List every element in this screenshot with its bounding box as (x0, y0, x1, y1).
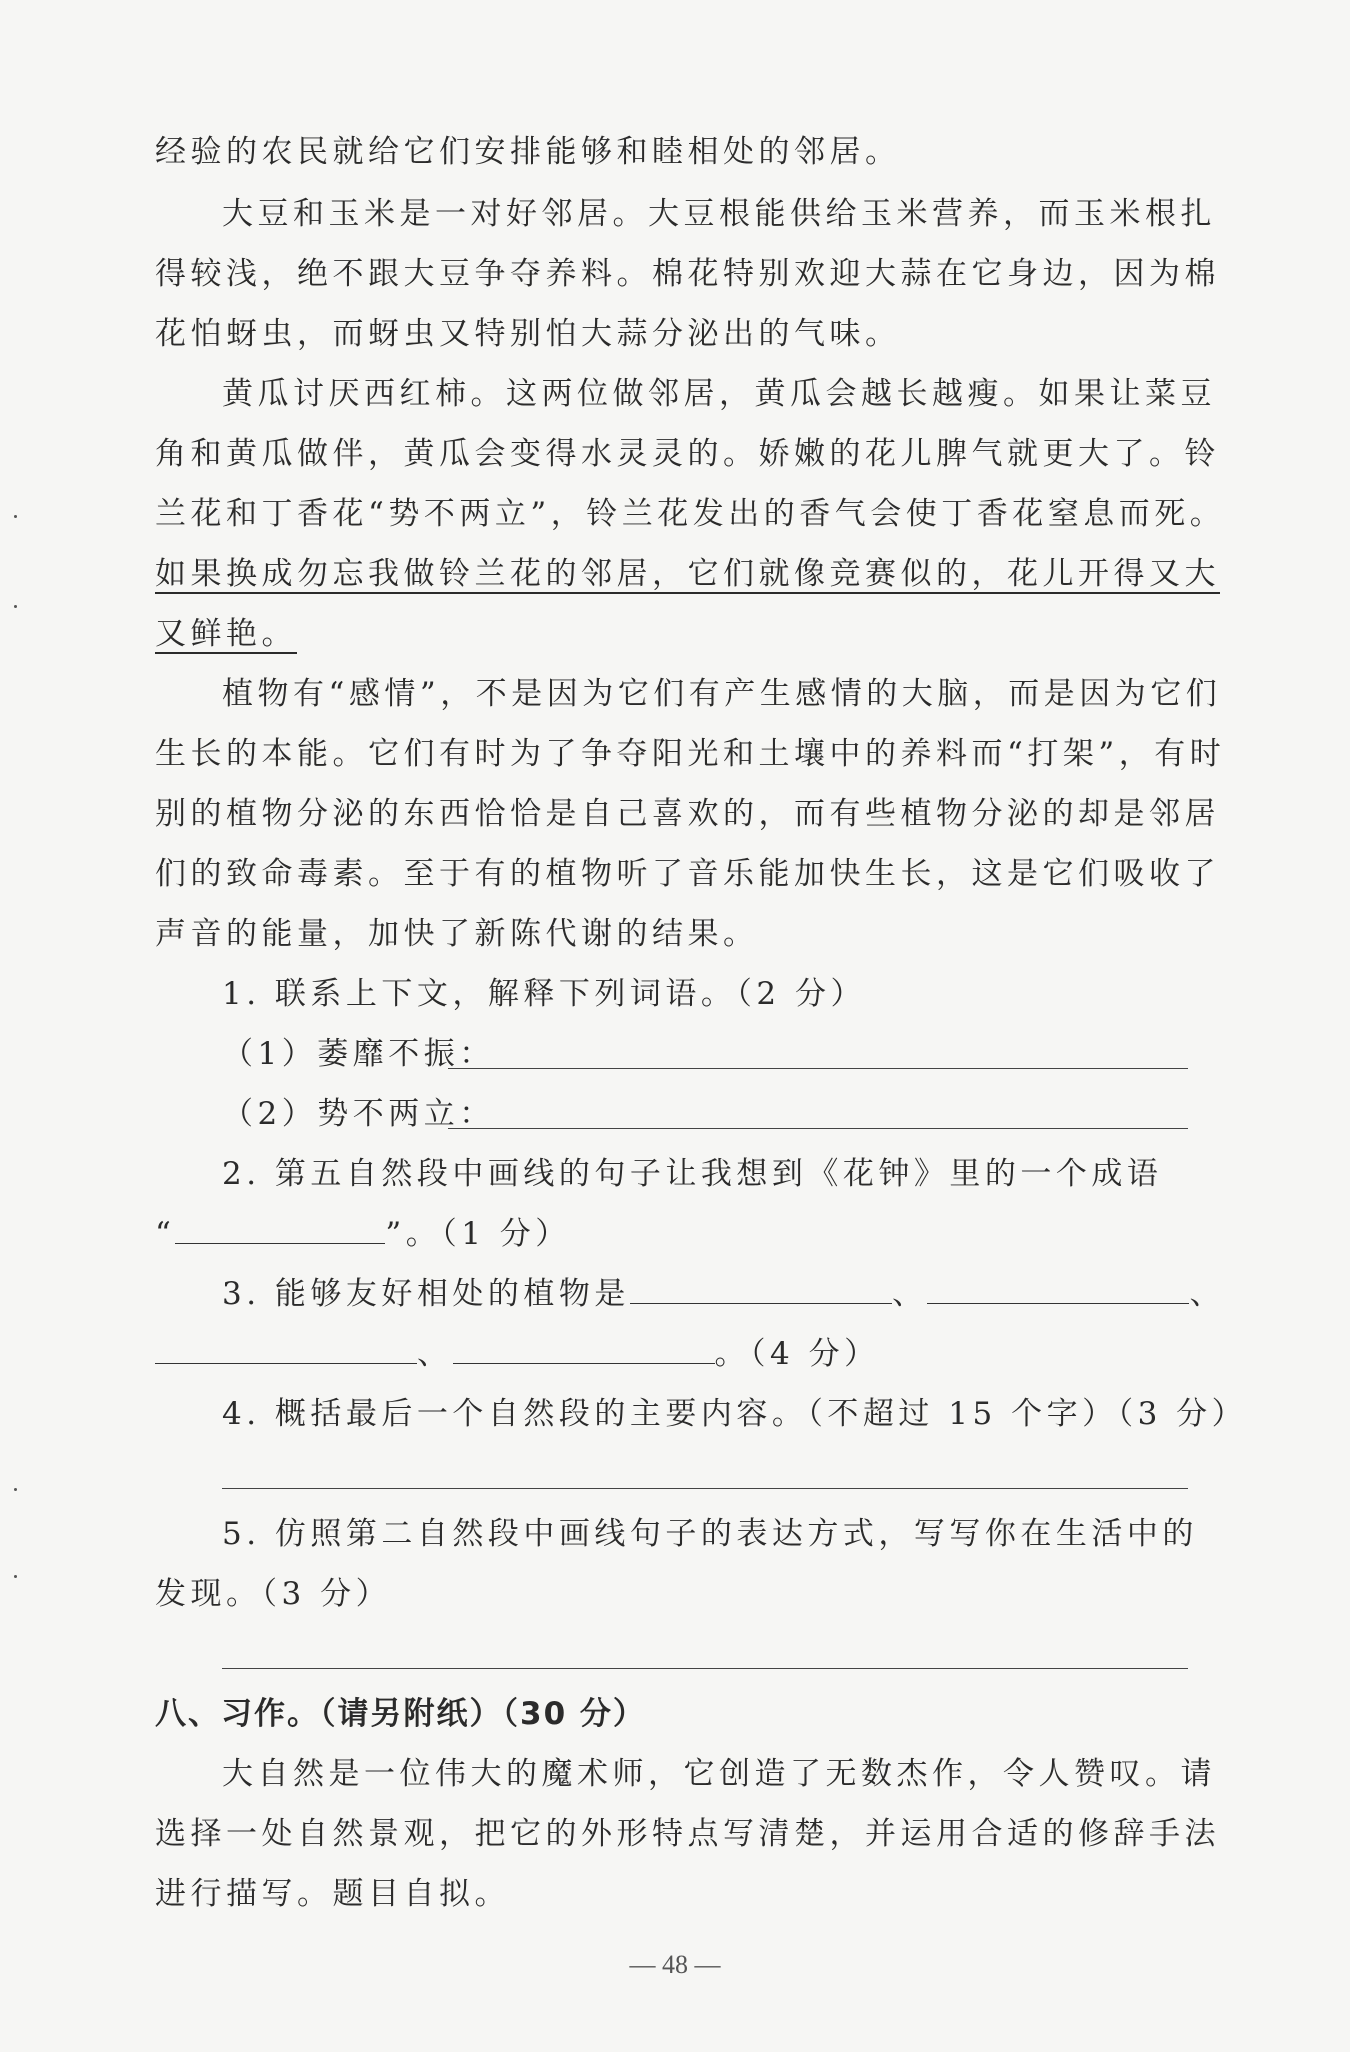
open-quote: “ (155, 1216, 176, 1252)
scan-speck (14, 1488, 17, 1491)
scan-speck (14, 605, 17, 608)
underlined-sentence: 又鲜艳。 (155, 616, 297, 652)
answer-line-4[interactable] (222, 1488, 1188, 1489)
section-8-line: 选择一处自然景观，把它的外形特点写清楚，并运用合适的修辞手法 (155, 1816, 1220, 1852)
answer-blank-3b[interactable] (927, 1273, 1189, 1304)
question-2: 2. 第五自然段中画线的句子让我想到《花钟》里的一个成语 (222, 1156, 1163, 1192)
section-8-line: 大自然是一位伟大的魔术师，它创造了无数杰作，令人赞叹。请 (222, 1756, 1216, 1792)
separator: 、 (1189, 1276, 1225, 1312)
answer-line-1b[interactable] (448, 1128, 1188, 1129)
close-quote: ”。（1 分） (385, 1216, 571, 1252)
passage-line: 兰花和丁香花“势不两立”，铃兰花发出的香气会使丁香花窒息而死。 (155, 496, 1226, 532)
separator: 、 (891, 1276, 928, 1312)
passage-line: 大豆和玉米是一对好邻居。大豆根能供给玉米营养，而玉米根扎 (222, 196, 1216, 232)
answer-line-1a[interactable] (448, 1068, 1188, 1069)
question-5: 5. 仿照第二自然段中画线句子的表达方式，写写你在生活中的 (222, 1516, 1198, 1552)
passage-line: 黄瓜讨厌西红柿。这两位做邻居，黄瓜会越长越瘦。如果让菜豆 (222, 376, 1216, 412)
answer-line-5[interactable] (222, 1668, 1188, 1669)
question-1: 1. 联系上下文，解释下列词语。（2 分） (222, 976, 867, 1012)
passage-line: 植物有“感情”，不是因为它们有产生感情的大脑，而是因为它们 (222, 676, 1222, 712)
answer-blank-3c[interactable] (155, 1333, 417, 1364)
passage-line: 经验的农民就给它们安排能够和睦相处的邻居。 (155, 134, 901, 170)
question-1a-label: （1）萎靡不振： (222, 1036, 495, 1072)
scan-speck (14, 1575, 17, 1578)
question-3-points: 。（4 分） (714, 1336, 880, 1372)
question-3-line2 (155, 1332, 1195, 1376)
question-2-blank-line (155, 1212, 1195, 1256)
section-8-line: 进行描写。题目自拟。 (155, 1876, 510, 1912)
question-5-line2: 发现。（3 分） (155, 1576, 392, 1612)
answer-blank-2[interactable] (175, 1213, 385, 1244)
separator: 、 (417, 1336, 453, 1372)
question-3-text: 3. 能够友好相处的植物是 (222, 1276, 630, 1312)
answer-blank-3a[interactable] (630, 1273, 892, 1304)
passage-line: 们的致命毒素。至于有的植物听了音乐能加快生长，这是它们吸收了 (155, 856, 1220, 892)
passage-line: 角和黄瓜做伴，黄瓜会变得水灵灵的。娇嫩的花儿脾气就更大了。铃 (155, 436, 1220, 472)
answer-blank-3d[interactable] (453, 1333, 715, 1364)
passage-line: 花怕蚜虫，而蚜虫又特别怕大蒜分泌出的气味。 (155, 316, 901, 352)
passage-line: 别的植物分泌的东西恰恰是自己喜欢的，而有些植物分泌的却是邻居 (155, 796, 1220, 832)
passage-line: 声音的能量，加快了新陈代谢的结果。 (155, 916, 759, 952)
section-8-title: 八、习作。（请另附纸）（30 分） (155, 1696, 646, 1732)
page-number: — 48 — (629, 1950, 721, 1979)
question-4: 4. 概括最后一个自然段的主要内容。（不超过 15 个字）（3 分） (222, 1396, 1248, 1432)
passage-line: 得较浅，绝不跟大豆争夺养料。棉花特别欢迎大蒜在它身边，因为棉 (155, 256, 1220, 292)
question-1b-label: （2）势不两立： (222, 1096, 495, 1132)
scan-speck (14, 515, 17, 518)
passage-line: 生长的本能。它们有时为了争夺阳光和土壤中的养料而“打架”，有时 (155, 736, 1226, 772)
question-3 (222, 1272, 1225, 1316)
underlined-sentence: 如果换成勿忘我做铃兰花的邻居，它们就像竞赛似的，花儿开得又大 (155, 556, 1220, 592)
